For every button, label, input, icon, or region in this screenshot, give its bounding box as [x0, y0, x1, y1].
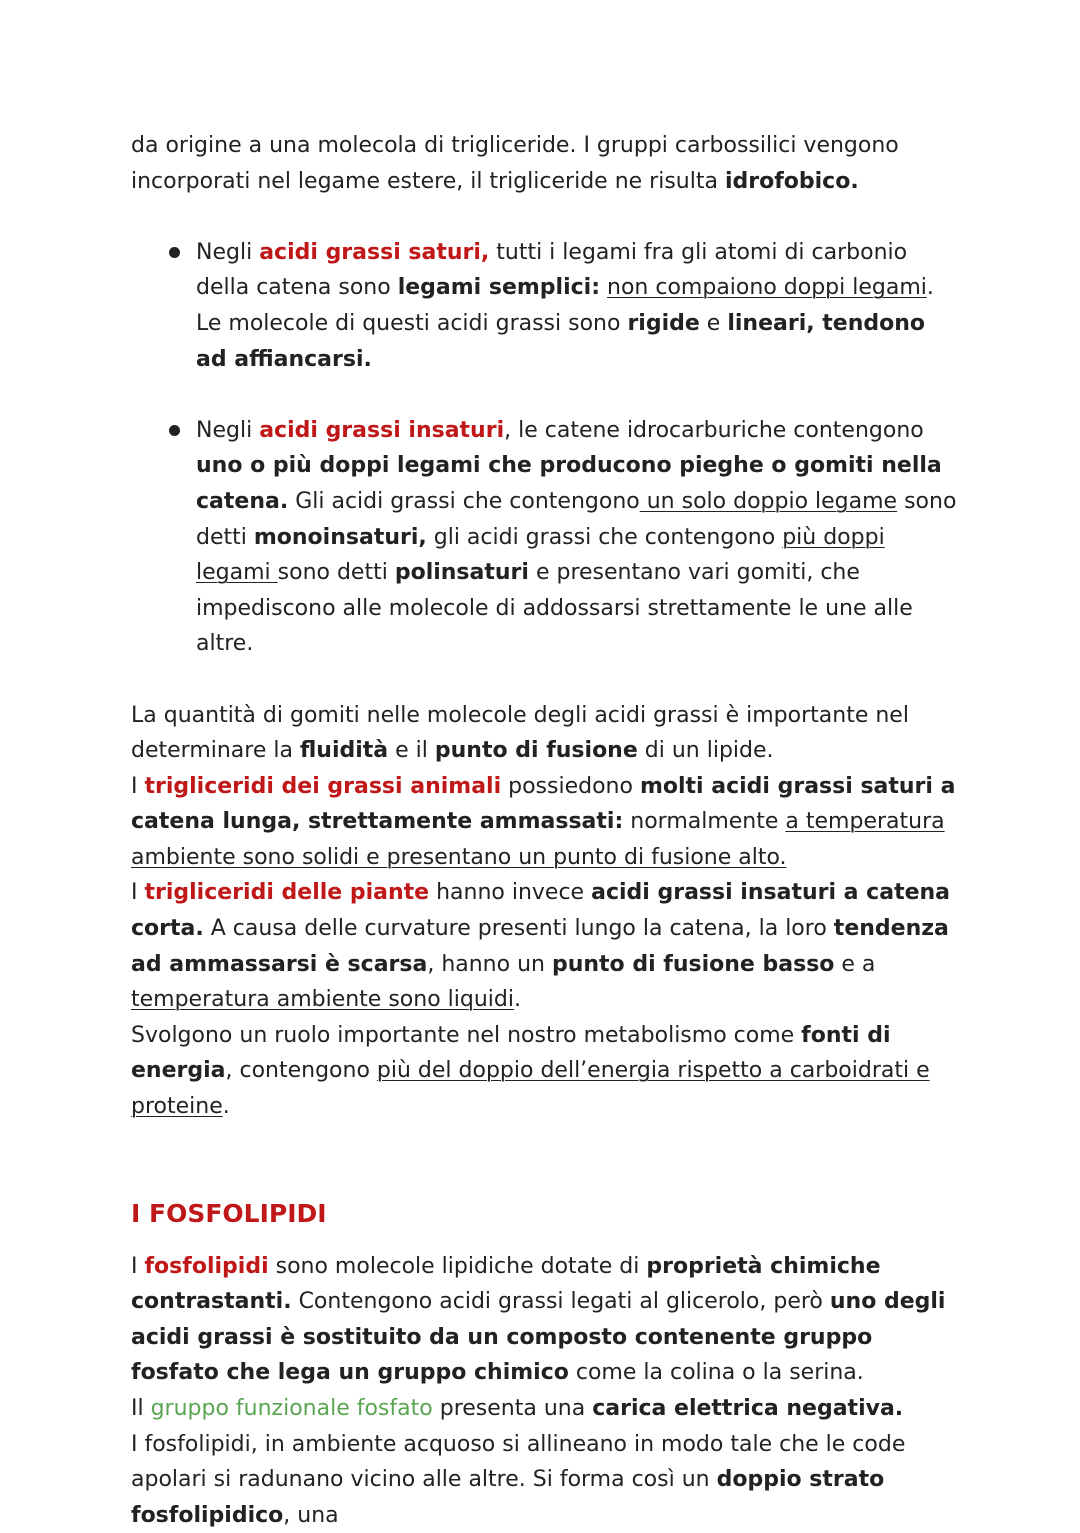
bold-term: rigide [627, 310, 700, 336]
underlined-text: più doppi legami [196, 524, 885, 586]
text-run: di un lipide. [637, 738, 774, 764]
text-run: La quantità di gomiti nelle molecole degli acidi grassi è importante nel determinare la [131, 702, 909, 764]
bold-term: fluidità [299, 738, 389, 764]
text-run: I [131, 773, 145, 799]
text-run: sono detti [277, 560, 395, 586]
bold-term: lineari, tendono ad affiancarsi. [196, 310, 925, 372]
bold-term: doppio strato fosfolipidico [131, 1467, 885, 1528]
underlined-text: a temperatura ambiente sono solidi e presentano un punto di fusione alto. [131, 809, 945, 870]
underlined-text: più del doppio dell’energia rispetto a carboidrati e proteine [131, 1058, 930, 1120]
red-term: trigliceridi dei grassi animali [144, 773, 502, 799]
bold-term: monoinsaturi, [253, 524, 427, 550]
bullet-dot-icon [169, 247, 180, 258]
text-run: presenta una [432, 1396, 593, 1421]
bold-term: molti acidi grassi saturi a catena lunga, strettamente ammassati: [131, 773, 956, 835]
text-run: I fosfolipidi, in ambiente acquoso si allineano in modo tale che le code apolari si radunano vicino alle altre. Si forma così un [131, 1431, 906, 1493]
text-run: e a [834, 951, 876, 977]
bold-term: punto di fusione basso [551, 951, 835, 977]
text-run: sono detti [196, 488, 957, 550]
text-run: e il [388, 738, 435, 764]
document-page [131, 128, 961, 1533]
fatty-acids-list [131, 235, 961, 662]
text-run: . Le molecole di questi acidi grassi sono [196, 275, 934, 336]
bilayer-paragraph [131, 1427, 961, 1533]
text-run: Gli acidi grassi che contengono [288, 488, 640, 514]
text-run: Contengono acidi grassi legati al glicerolo, però [291, 1289, 830, 1315]
bold-term: proprietà chimiche contrastanti. [131, 1253, 881, 1315]
text-run: normalmente [623, 809, 786, 835]
underlined-text: un solo doppio legame [639, 488, 898, 514]
text-run: sono molecole lipidiche dotate di [268, 1253, 647, 1279]
text-run: , hanno un [427, 951, 552, 977]
bold-term: uno degli acidi grassi è sostituito da un composto contenente gruppo fosfato che lega un gruppo chimico [131, 1289, 946, 1386]
text-run: . [513, 987, 521, 1013]
text-run: Il [131, 1396, 151, 1421]
underlined-text: temperatura ambiente sono liquidi [131, 987, 514, 1013]
text-run: A causa delle curvature presenti lungo la catena, la loro [203, 916, 834, 942]
list-item-saturated [131, 235, 961, 377]
bold-term: idrofobico. [724, 168, 859, 194]
bold-term: acidi grassi insaturi a catena corta. [131, 880, 951, 942]
energy-paragraph [131, 1018, 961, 1125]
red-term: acidi grassi saturi, [259, 239, 490, 265]
bold-term: carica elettrica negativa. [592, 1396, 904, 1421]
intro-paragraph [131, 128, 961, 199]
bold-term: legami semplici: [397, 275, 601, 301]
text-run: da origine a una molecola di trigliceride. I gruppi carbossilici vengono incorporati nel legame estere, il trigliceride ne risulta [131, 133, 899, 194]
text-run: I [131, 880, 145, 906]
animal-fats-paragraph [131, 769, 961, 876]
text-run: gli acidi grassi che contengono [426, 524, 783, 550]
red-term: trigliceridi delle piante [144, 880, 430, 906]
plant-fats-paragraph [131, 875, 961, 1017]
text-run: , una [283, 1502, 339, 1528]
text-run: Svolgono un ruolo importante nel nostro metabolismo come [131, 1022, 802, 1048]
text-run: tutti i legami fra gli atomi di carbonio della catena sono [196, 239, 908, 301]
text-run: come la colina o la serina. [568, 1360, 864, 1386]
text-run: . [222, 1094, 230, 1120]
bullet-dot-icon [169, 425, 180, 436]
text-run: , contengono [225, 1058, 377, 1084]
underlined-text: non compaiono doppi legami [607, 275, 927, 301]
text-run: , le catene idrocarburiche contengono [504, 417, 924, 443]
text-run: e [699, 310, 728, 336]
phosphate-group-paragraph [131, 1391, 961, 1427]
red-term: fosfolipidi [144, 1253, 269, 1279]
text-run: I [131, 1253, 145, 1279]
red-term: acidi grassi insaturi [259, 417, 505, 443]
text-run: e presentano vari gomiti, che impediscono alle molecole di addossarsi strettamente le une alle altre. [196, 560, 913, 657]
bold-term: uno o più doppi legami che producono pieghe o gomiti nella catena. [196, 453, 942, 514]
text-run: possiedono [501, 773, 640, 799]
list-item-unsaturated [131, 413, 961, 662]
text-run [600, 275, 607, 300]
text-run: Negli [196, 239, 260, 265]
bold-term: fonti di energia [131, 1022, 891, 1084]
text-run: hanno invece [429, 880, 592, 906]
fluidity-paragraph [131, 698, 961, 769]
text-run: Negli [196, 417, 260, 443]
bold-term: punto di fusione [434, 738, 638, 764]
section-heading-fosfolipidi: I FOSFOLIPIDI [131, 1198, 327, 1228]
bold-term: polinsaturi [394, 560, 529, 586]
green-term: gruppo funzionale fosfato [150, 1396, 433, 1421]
bold-term: tendenza ad ammassarsi è scarsa [131, 916, 949, 977]
phospholipids-paragraph [131, 1249, 961, 1391]
